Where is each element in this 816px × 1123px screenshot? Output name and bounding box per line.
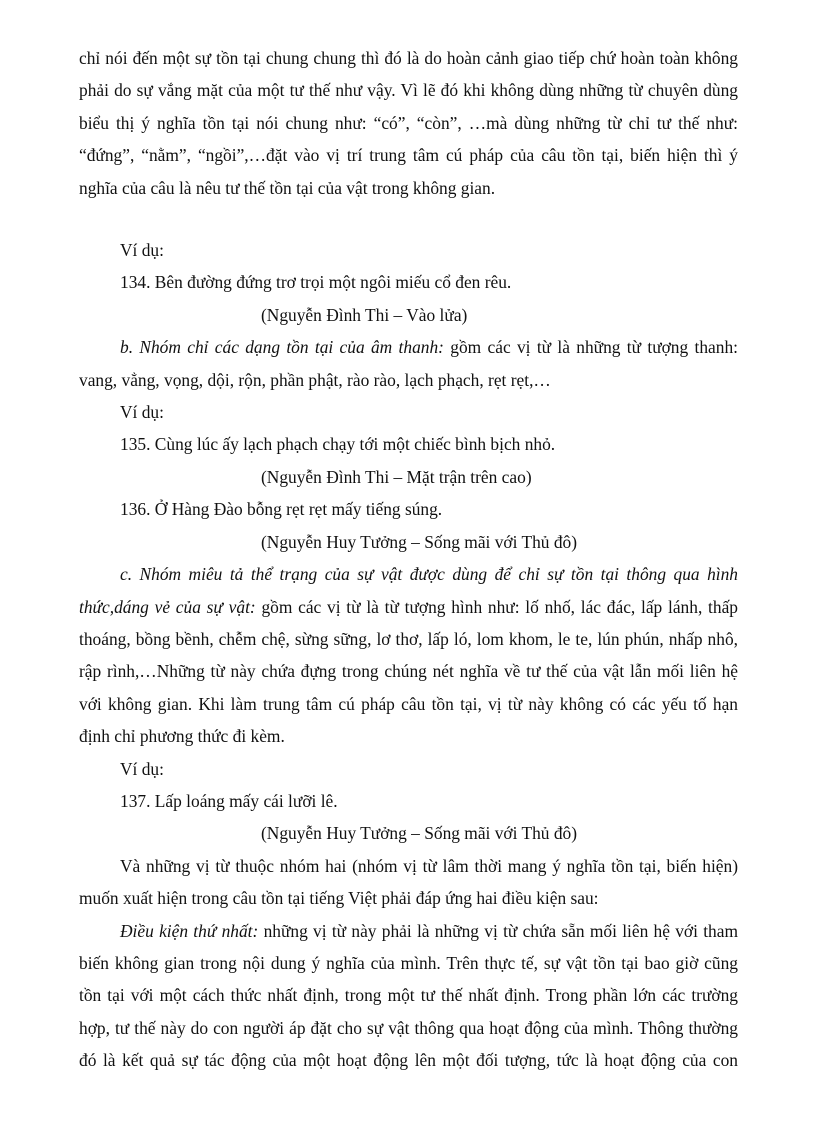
text-line: muốn xuất hiện trong câu tồn tại tiếng Việt phải đáp ứng hai điều kiện sau: [79,888,599,909]
citation: (Nguyễn Huy Tưởng – Sống mãi với Thủ đô) [261,531,578,552]
text-line: chỉ nói đến một sự tồn tại chung chung thì đó là do hoàn cảnh giao tiếp chứ hoàn toàn không [79,48,738,68]
example-sentence: 134. Bên đường đứng trơ trọi một ngôi miếu cổ đen rêu. [120,272,512,293]
text-line [79,331,738,363]
italic-heading: thức,dáng vẻ của sự vật: [79,596,256,617]
text-line [79,915,738,947]
text-line: định chỉ phương thức đi kèm. [79,726,285,747]
text-span: gồm các vị từ là từ tượng hình như: lố nhố, lác đác, lấp lánh, thấp [255,596,738,617]
example-label: Ví dụ: [120,758,164,779]
paragraph-gap [79,204,738,234]
example-sentence: 137. Lấp loáng mấy cái lưỡi lê. [120,790,338,811]
example-sentence: 136. Ở Hàng Đào bỗng rẹt rẹt mấy tiếng súng. [120,499,443,520]
text-span: những vị từ này phải là những vị từ chứa sẵn mối liên hệ với tham [258,920,738,941]
text-line: Và những vị từ thuộc nhóm hai (nhóm vị từ lâm thời mang ý nghĩa tồn tại, biến hiện) [120,855,738,876]
text-line: “đứng”, “nằm”, “ngồi”,…đặt vào vị trí trung tâm cú pháp của câu tồn tại, biến hiện thì ý [79,145,738,166]
citation: (Nguyễn Đình Thi – Vào lửa) [261,304,468,325]
text-line: với không gian. Khi làm trung tâm cú pháp câu tồn tại, vị từ này không có các yếu tố hạn [79,693,738,714]
citation: (Nguyễn Huy Tưởng – Sống mãi với Thủ đô) [261,823,578,844]
text-line: hợp, tư thế này do con người áp đặt cho sự vật thông qua hoạt động của mình. Thông thường [79,1017,738,1038]
italic-heading: b. Nhóm chỉ các dạng tồn tại của âm thanh: [120,337,444,358]
example-sentence: 135. Cùng lúc ấy lạch phạch chạy tới một chiếc bình bịch nhỏ. [120,434,556,455]
text-line: biến không gian trong nội dung ý nghĩa của mình. Trên thực tế, sự vật tồn tại bao giờ cũng [79,952,738,973]
text-line: đó là kết quả sự tác động của một hoạt động lên một đối tượng, tức là hoạt động của con [79,1050,738,1071]
text-line: nghĩa của câu là nêu tư thế tồn tại của vật trong không gian. [79,177,496,198]
example-label: Ví dụ: [120,240,164,261]
text-span: gồm các vị từ là những từ tượng thanh: [443,337,738,358]
text-line: biểu thị ý nghĩa tồn tại nói chung như: “có”, “còn”, …mà dùng những từ chỉ tư thế như: [79,112,738,133]
text-line: rập rình,…Những từ này chứa đựng trong chúng nét nghĩa về tư thế của vật lẫn mối liên hệ [79,661,738,682]
text-line [79,591,738,623]
text-line: tồn tại với một cách thức nhất định, trong một tư thế nhất định. Trong phần lớn các trường [79,985,738,1006]
example-label: Ví dụ: [120,402,164,423]
text-line: phải do sự vắng mặt của một tư thế như vậy. Vì lẽ đó khi không dùng những từ chuyên dùng [79,80,738,101]
italic-heading: Điều kiện thứ nhất: [120,920,259,941]
text-line [79,558,738,590]
text-line: thoáng, bồng bềnh, chễm chệ, sừng sững, lơ thơ, lấp ló, lom khom, le te, lún phún, nhấp nhô, [79,628,738,649]
citation: (Nguyễn Đình Thi – Mặt trận trên cao) [261,466,532,487]
text-line: vang, vẳng, vọng, dội, rộn, phần phật, rào rào, lạch phạch, rẹt rẹt,… [79,369,551,390]
italic-heading: c. Nhóm miêu tả thể trạng của sự vật được dùng để chỉ sự tồn tại thông qua hình [120,564,738,585]
